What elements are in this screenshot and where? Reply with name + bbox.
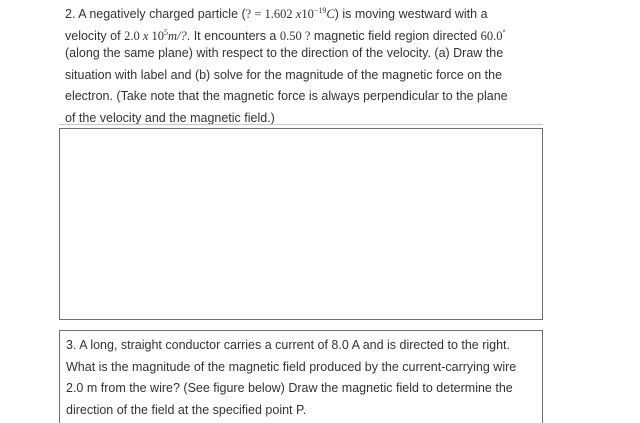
question-3-line-4: direction of the field at the specified point P.: [66, 402, 307, 417]
times-sign: x: [142, 28, 149, 43]
velocity-unit: m/?: [168, 28, 187, 43]
question-2-line-2: [65, 22, 543, 44]
question-3-box: [59, 330, 543, 423]
q2-line1-start: 2. A negatively charged particle (: [65, 7, 246, 21]
q2-line1-end: ) is moving westward with a: [334, 7, 488, 21]
ten-base: 10: [301, 7, 314, 21]
q2-line2-mid2: magnetic field region directed: [310, 28, 481, 43]
charge-value: 1.602: [264, 7, 296, 21]
charge-symbol: ? =: [245, 7, 265, 21]
question-2-line-5: electron. (Take note that the magnetic force is always perpendicular to the plane: [65, 89, 508, 103]
q2-line2-mid: . It encounters a: [186, 28, 280, 43]
velocity-value: 2.0: [124, 28, 143, 43]
question-2-line-1: [65, 0, 543, 22]
question-2-line-6: of the velocity and the magnetic field.): [65, 110, 275, 125]
times-sign: x: [295, 7, 302, 21]
answer-box[interactable]: [59, 128, 543, 320]
question-2-line-4: situation with label and (b) solve for the magnitude of the magnetic force on the: [65, 67, 503, 82]
question-3-line-3: 2.0 m from the wire? (See figure below) Draw the magnetic field to determine the: [66, 381, 513, 395]
question-3-line-1: 3. A long, straight conductor carries a current of 8.0 A and is directed to the right.: [66, 338, 511, 352]
angle-value: 60.0: [480, 28, 503, 43]
velocity-exponent: 5: [164, 27, 168, 37]
ten-base: 10: [148, 28, 164, 43]
degree-sign: °: [502, 27, 506, 37]
divider-line: [59, 124, 543, 125]
question-2-text: [65, 0, 543, 129]
question-3-text: [66, 335, 538, 421]
charge-unit: C: [326, 7, 335, 21]
charge-exponent: −19: [313, 6, 327, 15]
question-3-line-2: What is the magnitude of the magnetic field produced by the current-carrying wire: [66, 359, 517, 374]
question-2-line-3: (along the same plane) with respect to the direction of the velocity. (a) Draw the: [65, 46, 504, 60]
q2-line2-start: velocity of: [65, 28, 125, 43]
field-value: 0.50 ?: [279, 28, 311, 43]
